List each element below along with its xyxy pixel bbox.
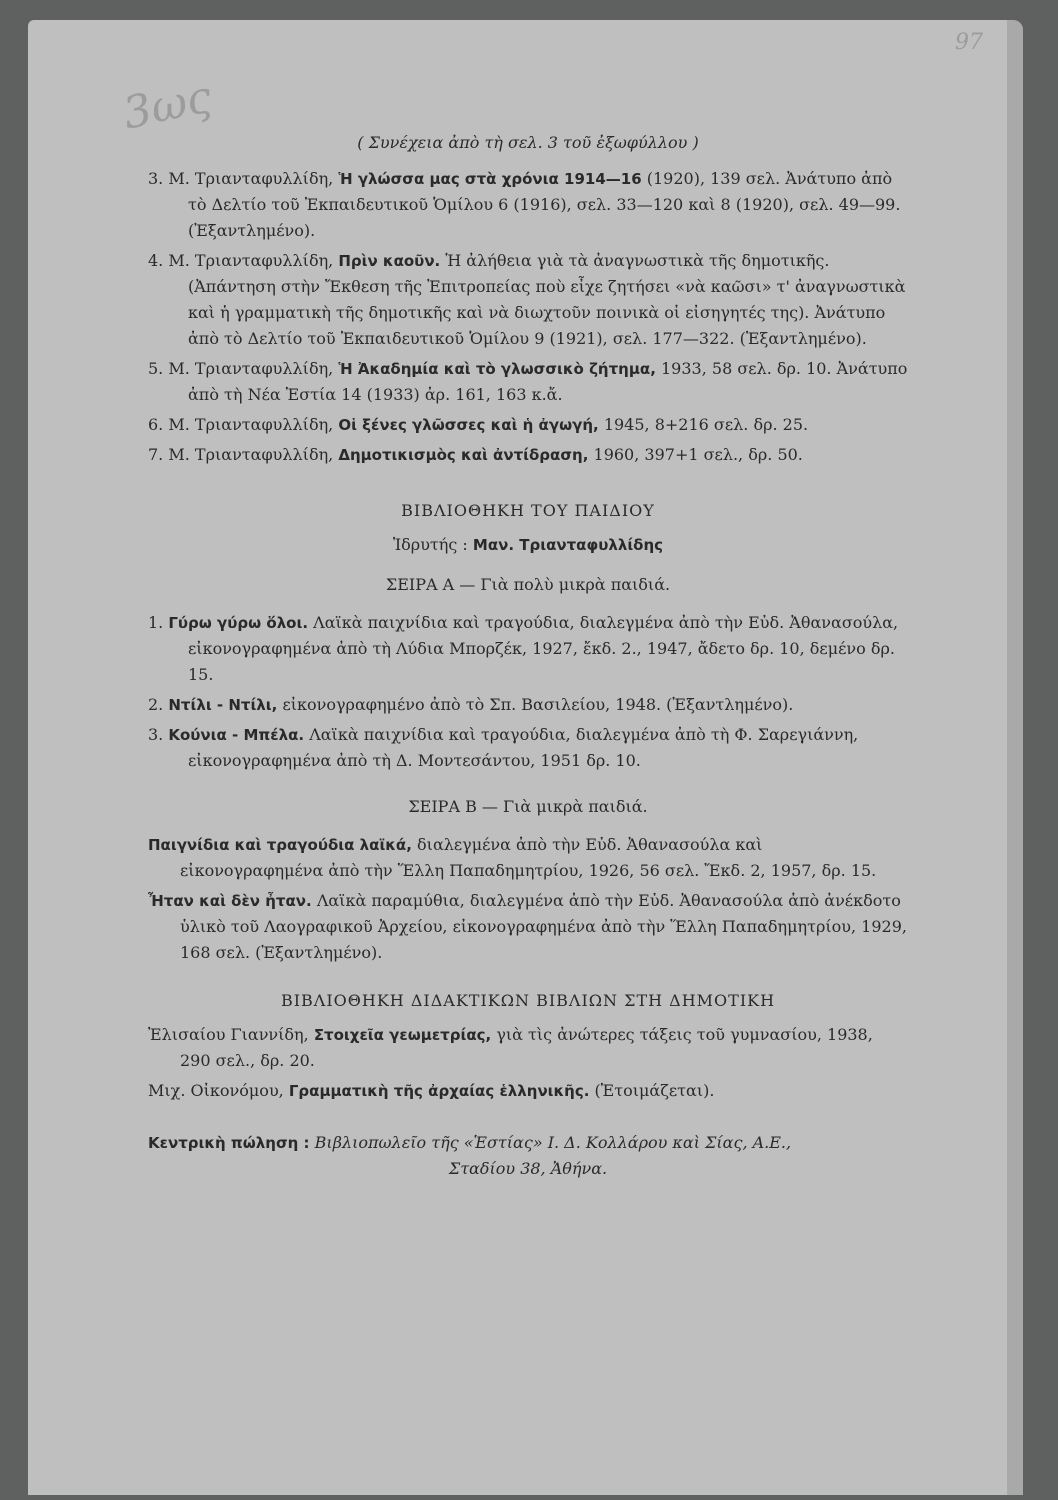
pencil-mark-top-right: 97 <box>955 30 983 55</box>
series-a-heading: ΣΕΙΡΑ Α — Γιὰ πολὺ μικρὰ παιδιά. <box>385 575 671 594</box>
section1-list <box>148 166 908 468</box>
list-item: Ἐλισαίου Γιαννίδη, Στοιχεῖα γεωμετρίας, γιὰ τὶς ἀνώτερες τάξεις τοῦ γυμνασίου, 1938, 290 σελ., δρ. 20. <box>148 1025 873 1070</box>
founder-line: Ἱδρυτής : Μαν. Τριανταφυλλίδης <box>392 535 664 554</box>
list-item: 3. Μ. Τριανταφυλλίδη, Ἡ γλώσσα μας στὰ χρόνια 1914—16 (1920), 139 σελ. Ἀνάτυπο ἀπὸ τὸ Δελτίο τοῦ Ἐκπαιδευτικοῦ Ὁμίλου 6 (1916), σελ. 33—120 καὶ 8 (1920), σελ. 49—99. (Ἐξαντλημένο). <box>148 169 901 240</box>
distribution-label: Κεντρικὴ πώληση : <box>148 1134 310 1152</box>
list-item: 5. Μ. Τριανταφυλλίδη, Ἡ Ἀκαδημία καὶ τὸ γλωσσικὸ ζήτημα, 1933, 58 σελ. δρ. 10. Ἀνάτυπο ἀπὸ τὴ Νέα Ἑστία 14 (1933) ἀρ. 161, 163 κ.ἄ. <box>148 359 908 404</box>
textbooks-library-heading: ΒΙΒΛΙΟΘΗΚΗ ΔΙΔΑΚΤΙΚΩΝ ΒΙΒΛΙΩΝ ΣΤΗ ΔΗΜΟΤΙΚΗ <box>280 991 776 1010</box>
pencil-mark-top-left: 3ως <box>118 71 216 140</box>
continuation-note: ( Συνέχεια ἀπὸ τὴ σελ. 3 τοῦ ἐξωφύλλου ) <box>357 133 699 152</box>
list-item: Μιχ. Οἰκονόμου, Γραμματικὴ τῆς ἀρχαίας ἑλληνικῆς. (Ἑτοιμάζεται). <box>148 1081 715 1100</box>
list-item: 7. Μ. Τριανταφυλλίδη, Δημοτικισμὸς καὶ ἀντίδραση, 1960, 397+1 σελ., δρ. 50. <box>148 445 803 464</box>
distribution-line1: Βιβλιοπωλεῖο τῆς «Ἑστίας» Ι. Δ. Κολλάρου καὶ Σίας, Α.Ε., <box>314 1133 792 1152</box>
list-item: Ἦταν καὶ δὲν ἦταν. Λαϊκὰ παραμύθια, διαλεγμένα ἀπὸ τὴν Εὐδ. Ἀθανασούλα ἀπὸ ἀνέκδοτο ὑλικὸ τοῦ Λαογραφικοῦ Ἀρχείου, εἰκονογραφημένα ἀπὸ τὴν Ἕλλη Παπαδημητρίου, 1929, 168 σελ. (Ἐξαντλημένο). <box>148 891 907 962</box>
list-item: 6. Μ. Τριανταφυλλίδη, Οἱ ξένες γλῶσσες καὶ ἡ ἀγωγή, 1945, 8+216 σελ. δρ. 25. <box>148 415 809 434</box>
list-item: 1. Γύρω γύρω ὅλοι. Λαϊκὰ παιχνίδια καὶ τραγούδια, διαλεγμένα ἀπὸ τὴν Εὐδ. Ἀθανασούλα, εἰκονογραφημένα ἀπὸ τὴ Λύδια Μπορζέκ, 1927, ἔκδ. 2., 1947, ἄδετο δρ. 10, δεμένο δρ. 15. <box>148 613 899 684</box>
children-library-heading: ΒΙΒΛΙΟΘΗΚΗ ΤΟΥ ΠΑΙΔΙΟΥ <box>401 501 655 520</box>
list-item: Παιγνίδια καὶ τραγούδια λαϊκά, διαλεγμένα ἀπὸ τὴν Εὐδ. Ἀθανασούλα καὶ εἰκονογραφημένα ἀπὸ τὴν Ἕλλη Παπαδημητρίου, 1926, 56 σελ. Ἔκδ. 2, 1957, δρ. 15. <box>148 835 877 880</box>
list-item: 3. Κούνια - Μπέλα. Λαϊκὰ παιχνίδια καὶ τραγούδια, διαλεγμένα ἀπὸ τὴ Φ. Σαρεγιάννη, εἰκονογραφημένα ἀπὸ τὴ Δ. Μοντεσάντου, 1951 δρ. 10. <box>148 725 859 770</box>
list-item: 2. Ντίλι - Ντίλι, εἰκονογραφημένο ἀπὸ τὸ Σπ. Βασιλείου, 1948. (Ἐξαντλημένο). <box>148 695 794 714</box>
book-spine <box>1007 20 1023 1495</box>
catalog-text <box>148 130 908 1182</box>
distribution-info <box>148 1130 908 1182</box>
list-item: 4. Μ. Τριανταφυλλίδη, Πρὶν καοῦν. Ἡ ἀλήθεια γιὰ τὰ ἀναγνωστικὰ τῆς δημοτικῆς. (Ἀπάντηση στὴν Ἔκθεση τῆς Ἐπιτροπείας ποὺ εἶχε ζητήσει «νὰ καῶσι» τ' ἀναγνωστικὰ καὶ ἡ γραμματικὴ τῆς δημοτικῆς καὶ νὰ διωχτοῦν ποινικὰ οἱ εἰσηγητές της). Ἀνάτυπο ἀπὸ τὸ Δελτίο τοῦ Ἐκπαιδευτικοῦ Ὁμίλου 9 (1921), σελ. 177—322. (Ἐξαντλημένο). <box>148 251 906 348</box>
series-b-heading: ΣΕΙΡΑ Β — Γιὰ μικρὰ παιδιά. <box>408 797 648 816</box>
distribution-line2: Σταδίου 38, Ἀθήνα. <box>448 1159 608 1178</box>
book-back-cover <box>28 20 1023 1495</box>
